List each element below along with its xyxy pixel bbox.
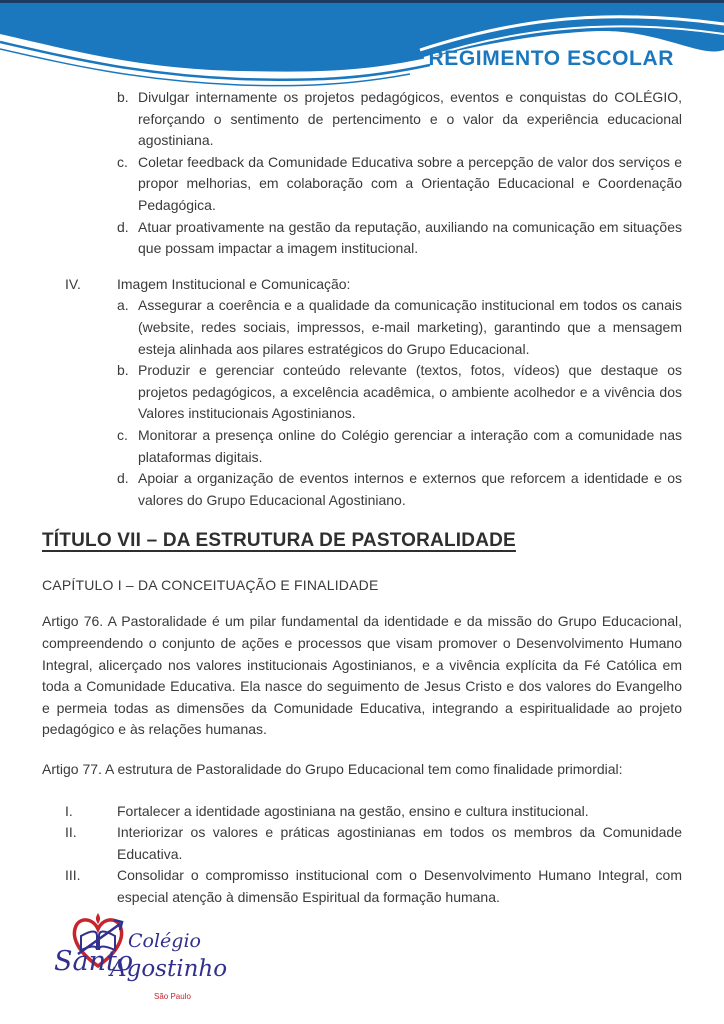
list-item (42, 360, 682, 425)
address-line-2: (11) 3388-2588 • www.csa.osa.org.br (439, 996, 660, 1010)
list-item (42, 217, 682, 260)
list-text: Monitorar a presença online do Colégio gerenciar a interação com a comunidade nas plataformas digitais. (138, 426, 682, 465)
list-text: Fortalecer a identidade agostiniana na gestão, ensino e cultura institucional. (117, 802, 589, 819)
list-marker: b. (117, 362, 129, 379)
list-marker: II. (65, 824, 77, 841)
paragraph-artigo-77: Artigo 77. A estrutura de Pastoralidade do Grupo Educacional tem como finalidade primordial: (42, 761, 623, 778)
logo-word-santo: Santo (54, 946, 134, 977)
logo-word-agostinho: Agostinho (110, 956, 228, 982)
list-marker: d. (117, 218, 129, 235)
paragraph-artigo-76: Artigo 76. A Pastoralidade é um pilar fundamental da identidade e da missão do Grupo Educacional, compreendendo o conjunto de ações e processos que visam promover o Desenvolvimento Humano Integral, alicerçado nos valores institucionais Agostinianos, e a vivência explícita da Fé Católica em toda a Comunidade Educativa. Ela nasce do seguimento de Jesus Cristo e dos valores do Evangelho e permeia todas as dimensões da Comunidade Educativa, integrando a espiritualidade ao projeto pedagógico e às relações humanas. (42, 613, 682, 738)
header-top-edge (0, 0, 724, 3)
document-title: REGIMENTO ESCOLAR (428, 47, 674, 70)
footer-address (401, 976, 660, 1012)
list-item (42, 468, 682, 511)
list-item (42, 152, 682, 217)
list-text: Imagem Institucional e Comunicação: (117, 275, 351, 292)
list-marker: b. (117, 89, 129, 105)
list-text: Coletar feedback da Comunidade Educativa sobre a percepção de valor dos serviços e propor melhorias, em colaboração com a Orientação Educacional e Coordenação Pedagógica. (138, 153, 682, 213)
list-item (42, 87, 682, 152)
section-title: TÍTULO VII – DA ESTRUTURA DE PASTORALIDADE (42, 530, 516, 552)
page-footer (0, 904, 724, 1024)
finalidades-list (42, 801, 682, 909)
spacer (42, 260, 682, 274)
school-logo (52, 906, 252, 1006)
list-text: Atuar proativamente na gestão da reputação, auxiliando na comunicação em situações que possam impactar a imagem institucional. (138, 218, 682, 257)
list-item (42, 425, 682, 468)
list-marker: c. (117, 426, 128, 443)
list-marker: III. (65, 867, 81, 884)
logo-word-colegio: Colégio (128, 930, 201, 952)
list-item (42, 822, 682, 865)
list-text: Apoiar a organização de eventos internos e externos que reforcem a identidade e os valores do Grupo Educacional Agostiniano. (138, 470, 682, 508)
list-marker: I. (65, 802, 73, 819)
page-number: P.34 (680, 1004, 708, 1019)
list-text: Interiorizar os valores e práticas agostinianas em todos os membros da Comunidade Educativa. (117, 824, 682, 862)
list-item-roman-iv (42, 274, 682, 296)
list-text: Produzir e gerenciar conteúdo relevante (textos, fotos, vídeos) que destaque os projetos pedagógicos, a excelência acadêmica, o ambiente acolhedor e a vivência dos Valores institucionais Agostinianos. (138, 362, 682, 422)
logo-city-label: São Paulo (154, 992, 191, 1001)
list-item (42, 801, 682, 823)
list-item (42, 865, 682, 908)
list-text: Assegurar a coerência e a qualidade da comunicação institucional em todos os canais (website, redes sociais, impressos, e-mail marketing), garantindo que a mensagem esteja alinhada aos pilares estratégicos do Grupo Educacional. (138, 297, 682, 357)
list-marker: d. (117, 470, 129, 487)
list-marker: IV. (65, 275, 81, 292)
footer-bottom-edge (0, 1020, 724, 1024)
chapter-heading: CAPÍTULO I – DA CONCEITUAÇÃO E FINALIDADE (42, 576, 379, 593)
list-marker: a. (117, 297, 129, 314)
list-item (42, 295, 682, 360)
list-text: Divulgar internamente os projetos pedagógicos, eventos e conquistas do COLÉGIO, reforçando o sentimento de pertencimento e o valor da experiência educacional agostiniana. (138, 89, 682, 149)
document-body (42, 87, 682, 909)
list-text: Consolidar o compromisso institucional com o Desenvolvimento Humano Integral, com especial atenção à dimensão Espiritual da formação humana. (117, 867, 682, 905)
address-line-1: Praça Santo Agostinho, 79 • Aclimação/SP (400, 978, 660, 992)
list-marker: c. (117, 153, 128, 170)
